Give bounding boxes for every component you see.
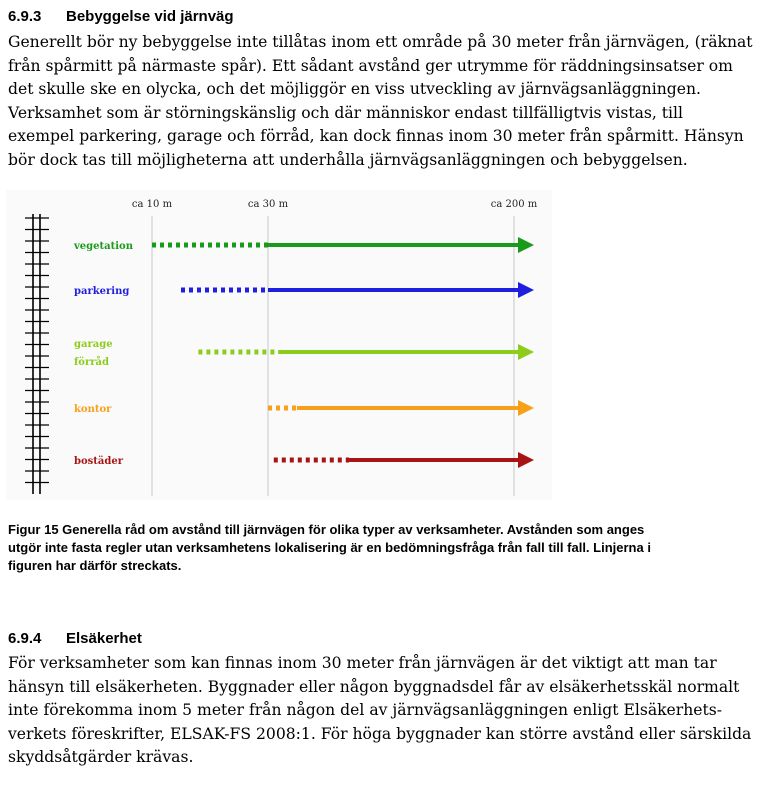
row-label: parkering xyxy=(74,286,130,297)
paragraph-line: verkets föreskrifter, ELSAK-FS 2008:1. För höga byggnader kan större avstånd eller särskilda xyxy=(8,724,752,743)
section-paragraph-6-9-3 xyxy=(8,31,778,172)
row-label: bostäder xyxy=(74,456,124,467)
paragraph-line: det skulle ske en olycka, och det möjliggör en viss utveckling av järnvägsanläggningen. xyxy=(8,80,701,98)
paragraph-line: exempel parkering, garage och förråd, kan dock finnas inom 30 meter från spårmitt. Hänsyn xyxy=(8,127,744,145)
section-heading-6-9-4 xyxy=(8,630,142,647)
distance-label: ca 30 m xyxy=(247,199,289,210)
section-number: 6.9.3 xyxy=(8,8,42,25)
section-title: Bebyggelse vid järnväg xyxy=(66,8,234,25)
paragraph-line: För verksamheter som kan finnas inom 30 meter från järnvägen är det viktigt att man tar xyxy=(8,654,717,672)
section-number: 6.9.4 xyxy=(8,630,42,647)
distance-label: ca 10 m xyxy=(131,199,173,210)
row-label: garage xyxy=(74,339,113,350)
paragraph-line: Generellt bör ny bebyggelse inte tillåtas inom ett område på 30 meter från järnvägen, (räknat xyxy=(8,33,753,51)
distance-label: ca 200 m xyxy=(490,199,538,210)
row-label: förråd xyxy=(74,357,109,368)
paragraph-line: bör dock tas till möjligheterna att underhålla järnvägsanläggningen och bebyggelsen. xyxy=(8,150,688,169)
figure-caption xyxy=(8,521,778,575)
section-paragraph-6-9-4 xyxy=(8,652,778,770)
caption-line: Figur 15 Generella råd om avstånd till järnvägen för olika typer av verksamheter. Avstånden som anges xyxy=(8,522,645,537)
section-title: Elsäkerhet xyxy=(66,630,142,647)
paragraph-line: från spårmitt på närmaste spår). Ett sådant avstånd ger utrymme för räddningsinsatser om xyxy=(8,56,733,75)
caption-line: utgör inte fasta regler utan verksamhetens lokalisering är en bedömningsfråga från fall till fall. Linjerna i xyxy=(8,540,651,555)
row-label: kontor xyxy=(74,404,112,415)
row-label: vegetation xyxy=(74,241,133,252)
distance-figure xyxy=(0,190,560,502)
paragraph-line: inte förekomma inom 5 meter från någon del av järnvägsanläggningen enligt Elsäkerhets- xyxy=(8,701,723,719)
paragraph-line: Verksamhet som är störningskänslig och där människor endast tillfälligtvis vistas, till xyxy=(8,103,684,122)
paragraph-line: skyddsåtgärder krävas. xyxy=(8,748,194,766)
paragraph-line: hänsyn till elsäkerheten. Byggnader eller någon byggnadsdel får av elsäkerhetsskäl normalt xyxy=(8,677,740,696)
caption-line: figuren har därför streckats. xyxy=(8,558,182,573)
section-heading-6-9-3 xyxy=(8,8,234,25)
